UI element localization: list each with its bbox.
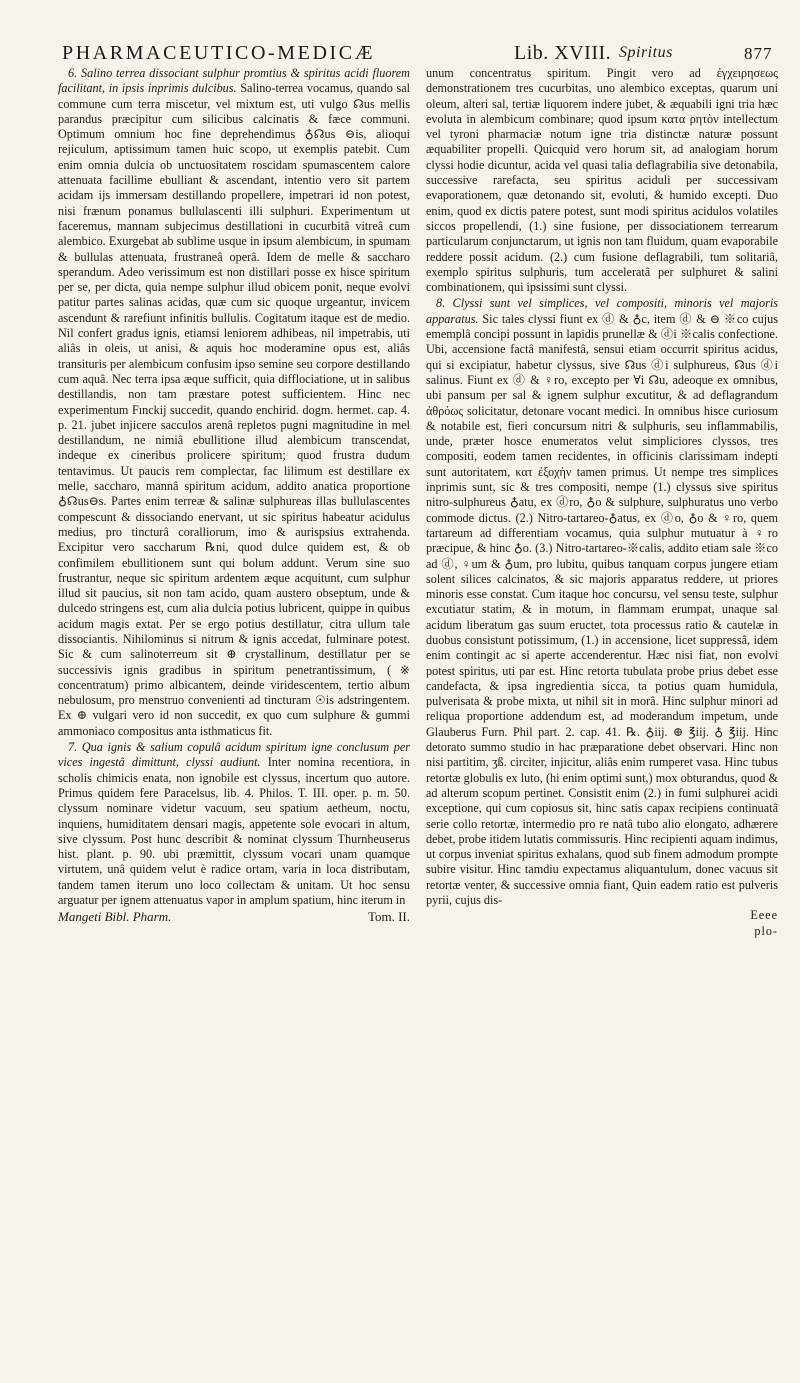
catchword: plo- [754,923,778,938]
paragraph-8-lead: 8. Clyssi sunt vel simplices, vel compositi, minoris vel majoris apparatus. [426,296,778,326]
running-header [58,36,778,66]
paragraph-7-text: Inter nomina recentiora, in scholis chimicis enata, non ignobile est clyssus, incertum quo autore. Primus quidem fere Paracelsus, lib. 4. Philos. T. III. oper. p. m. 50. clyssum nominare videtur vacuum, seu spatium aetheum, noctu, inquiens, humiditatem densari magis, appetente sole evocari in altum, sive clyssum. Post hunc describit & nominat clyssum Thurnheuserus hist. plant. p. 90. ubi præmittit, clyssum vocari unam quamque virtutem, unâ quidem velut è radice ortam, varia in loca distributam, tandem tamen iterum uno loco collectam & unitam. Ut hoc sensu arguatur per ignem attenuatus vapor in amplum spatium, hinc iterum in [58,755,410,908]
paragraph-7-continued: unum concentratus spiritum. Pingit vero ad ἐγχειρησεως demonstrationem tres cucurbitas, uno alembico exceptas, quarum uni oleum, alteri sal, tertiæ liquorem indere jubet, & æquabili igni tria hæc evoluta in alembicum combinare; quod ipsum κατα ρητὸν intellectum vel tyroni pharmaciæ notum igne tria distinctæ naturæ possunt æquabiliter propelli. Quicquid vero horum sit, ad analogiam horum clyssi hodie dicuntur, acida vel quasi talia deflagrabilia sive detonabila, successive rarefacta, seu spiritus aciduli per successivam evaporationem, quæ detonando sit, evoluti, & humido excepti. Duo enim, quod ex dictis patere potest, sunt modi spiritus acidulos volatiles siccos propellendi, (1.) sine fusione, per dissociationem terrearum particularum conjunctarum, ut ignis non tam fluidum, quam evaporabile reddere possit acidum. (2.) cum fusione deflagrabili, tum solitariâ, exemplo spiritus sulphuris, tum acceleratâ per sulphuret & salini combinationem, qui ipsissimi sunt clyssi. [426,66,778,295]
paragraph-6 [58,66,410,739]
paragraph-8 [426,296,778,908]
book-number: Lib. XVIII. [514,42,612,64]
paragraph-6-text: Salino-terrea vocamus, quando sal commune cum terra miscetur, vel mixtum est, uti vulgo ☊us mellis parandus præcipitur cum silicibus calcinatis & fæce communi. Optimum omnium hoc fine deprehendimus ♁☊us ⊖is, alioqui rejiculum, aptissimum tamen huic scopo, ut exemplis patebit. Cum enim omnia dulcia ob unctuositatem roscidam spumascentem calore attenuata facillime ebulliant & ascendant, intentio vero sit partem acidam ijs immersam destillando propellere, impetrari id non potest, nisi frænum ponamus bullulascenti illi sulphuri. Experimentum ut faceremus, mannam subjecimus destillationi in cucurbitâ vitreâ cum alembico. Exurgebat ab sublime usque in ipsum alembicum, in spumam & bullulas attenuata, frustraneâ operâ. Idem de melle & saccharo sperandum. Adeo verissimum est non distillari posse ex hisce spiritum per se, per dicta, quia nempe sulphur illud obicem ponit, neque evolvi patitur partes salinas acidas, quæ cum sic quoque urgeantur, invicem ascendunt & rarefiunt infinitis bullulis. Cogitatum itaque est de medio. Nil confert gradus ignis, etiamsi leniorem adhibeas, nil impetrabis, uti aliâs in oleis, ut anisi, & aquis hoc moderamine opus est, aliâs transituris per alembicum confusim ipso semine seu corpore destillando cum aquâ. Nec terra ipsa æque sufficit, quia difflociatione, ut in salibus destillandis, non tam præstare potest sufficientem. Hinc nec experimentum Fınckij succedit, quando enchirid. dogm. hermet. cap. 4. p. 21. jubet injicere sacculos arenâ repletos pugni magnitudine in mel destillandum, ne nimiâ ebullitione illud alembicum transcendat, indeque ex cineribus prolicere spiritum; quod frustra dudum tentavimus. Ut paucis rem complectar, fac lilimum est destillare ex melle, saccharo, mannâ spiritum acidum, addito anatica proportione ♁☊us⊖s. Partes enim terreæ & salinæ sulphureas illas bullulascentes compescunt & dissociando enervant, ut sic spiritus habeatur acidulus medius, pro tincturâ coralliorum, imo & aurispsius extrahenda. Excipitur vero saccharum ℞ni, quod dulce quidem est, & ob confimilem ebullitionem sunt qui bolum addunt. Verum sine suo frustrantur, neque sic spiritum ardentem æque acquitunt, cum sulphur illud sit paucius, sit non tam acido, quam austero obseptum, unde & dulcedo stringens est, cum alia dulcia potius lubricent, quippe in quibus acidum magis extat. Per se ergo potius destillatur, citra ullum tale dissociantis. Nihilominus si nitrum & ignis accedat, fulminare potest. Sic & cum salinoterreum sit ⊕ crystallinum, destillatur per se successivis ignis gradibus in spiritum penetrantissimum, (※ concentratum) primo albicantem, deinde viridescentem, tertio album nebulosum, pro menstruo convenienti ad tincturam ☉is adstringentem. Ex ⊕ vulgari vero id non succedit, ex quo cum sulphure & gummi ammoniaco compositus anta isthmaticus fit. [58,81,410,738]
right-column [426,66,778,939]
left-footer [58,909,410,924]
text-columns [58,66,778,939]
paragraph-6-lead: 6. Salino terrea dissociant sulphur promtius & spiritus acidi fluorem facilitant, in ipsis inprimis dulcibus. [58,66,410,96]
left-column [58,66,410,925]
volume-number: Tom. II. [367,909,410,925]
running-title: PHARMACEUTICO-MEDICÆ [62,42,376,64]
signature-mark: Eeee [750,908,778,923]
paragraph-7-lead: 7. Qua ignis & salium copulâ acidum spiritum igne conclusum per vices ingestâ dimittunt, clyssi audiunt. [58,740,410,770]
section-title: Spiritus [619,44,673,61]
page-number: 877 [744,44,773,63]
signature-title: Mangeti Bibl. Pharm. [58,909,172,925]
paragraph-7 [58,740,410,908]
paragraph-8-text: Sic tales clyssi fiunt ex ⓓ & ♁c, item ⓓ & ⊖ ※co cujus ememplâ concipi possunt in lapidis prunellæ & ⓓi ※calis confectione. Ubi, accensione factâ manifestâ, sensui etiam occurrit spiritus acidus, qui si excipiatur, habetur clyssus, sive ☊us ⓓi sulphureus, ☊us ⓓi salinus. Fiunt ex ⓓ & ♀ro, excepto per ∀i ☊u, adeoque ex omnibus, ubi pansum per sal & ignem sulphur excutitur, & ad deflagrandum ἀθρόως solicitatur, detonare vocant medici. In omnibus hisce curiosum & notabile est, fieri concursum nitri & sulphuris, seu inflammabilis, unde, præter hosce enumeratos velut simpliciores clyssos, tres compositi, eodem tamen recidentes, in officinis clarissimam indepti sunt autoritatem, κατ ἐξοχὴν tamen primus. Ut nempe tres simplices inprimis sunt, sic & tres compositi, nempe (1.) clyssus sive spiritus nitro-sulphureus ♁atu, ex ⓓro, ♁o & sulphure, sulphuratus uno verbo commode dictus. (2.) Nitro-tartareo-♁atus, ex ⓓo, ♁o & ♀ro, quem tartareum ad differentiam vocamus, quia sulphur mutuatur à ♀ro præcipue, & hinc ♁o. (3.) Nitro-tartareo-※calis, addito etiam sale ※co ad ⓓ, ♀um & ♁um, pro lubitu, quibus tanquam corpus jungere etiam solent silices calcinatos, & sic majoris apparatus reddere, ut priores minoris esse constat. Cum itaque hoc concursu, vel sensu teste, sulphur excutiatur statim, & in motum, in flammam erumpat, unaque sal acidum liberatum gas suum eructet, tota processus ratio & cautelæ in duobus consistunt potissimum, (1.) in accensione, licet suppressâ, idem enim contingit ac si aperte accenderentur. Hæc nisi fiat, non evolvi potest spiritus, uti par est. Hinc retorta tubulata probe prius debet esse candefacta, & ipsa ingredientia sicca, ta potius quam humidula, pulverisata & probe mixta, ut nihil sit in morâ. Hinc sulphur minori ad reliqua proportione addendum est, ad moderandum impetum, unde Glauberus Furn. Phil part. 2. cap. 41. ℞. ♁iij. ⊕ ℥iij. ♁ ℥iij. Hinc detorato summo studio in hac præparatione debet observari. Hinc non nisi partitim, ʒß. circiter, injicitur, aliâs enim rumperet vasa. Hinc tubus retortæ globulis ex luto, (hi enim optimi sunt,) mox obturandus, quod & ad alterum scopum pertinet. Consistit enim (2.) in fumi sulphurei acidi exceptione, qui cum copiosus sit, hinc satis capax recipiens continuatâ serie collo retortæ, intermedio pro re natâ tubo alio elongato, adhærere debet, probe itidem lutatis commissuris. Hinc recipienti aquam indimus, ut corpus inveniat spiritus exhalans, quod sub finem admodum prompte subire visitur. Hinc tamdiu expectamus aliquantulum, donec vacuus sit retortæ venter, & successive omnia fiant, Quin eadem ratio est pulveris pyrii, cujus dis- [426,311,779,908]
